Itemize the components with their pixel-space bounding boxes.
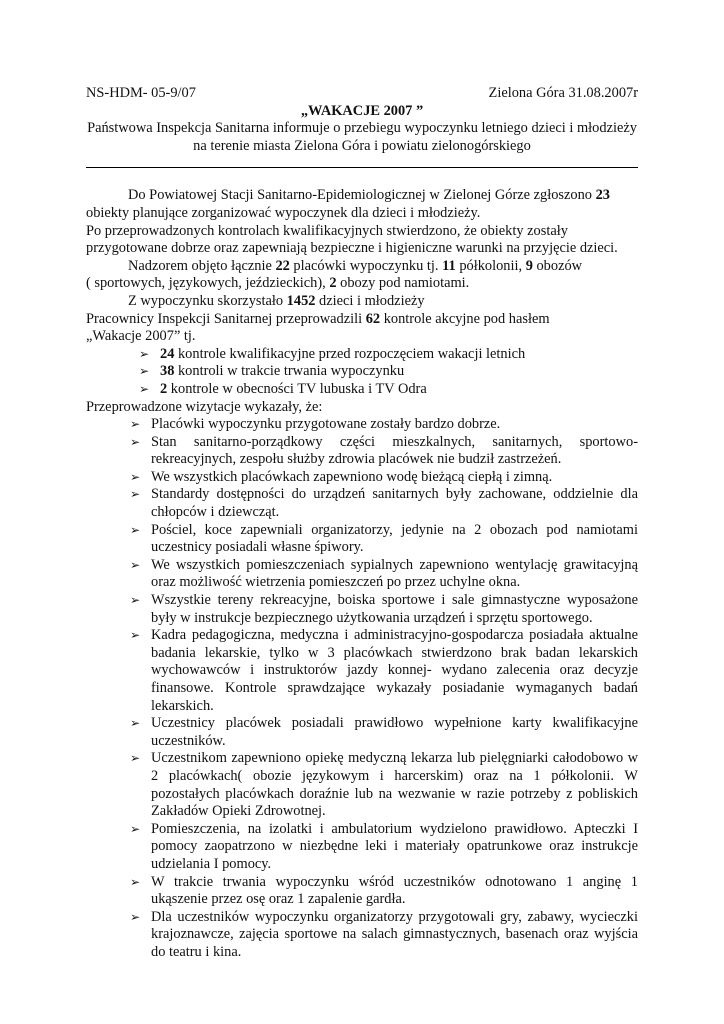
list-item: ➢ Stan sanitarno-porządkowy części mieszkalnych, sanitarnych, sportowo-rekreacyjnych, zespołu służby zdrowia placówek nie budził zastrzeżeń. <box>130 433 638 468</box>
list-item: ➢ 2 kontrole w obecności TV lubuska i TV Odra <box>139 380 427 397</box>
arrow-bullet-icon: ➢ <box>130 469 141 484</box>
list-item: ➢ Pomieszczenia, na izolatki i ambulatorium wydzielono prawidłowo. Apteczki I pomocy zaopatrzono w niezbędne leki i materiały opatrunkowe oraz instrukcje udzielania I pomocy. <box>130 820 638 872</box>
arrow-bullet-icon: ➢ <box>130 909 141 924</box>
arrow-bullet-icon: ➢ <box>130 522 141 537</box>
findings-list <box>86 416 638 961</box>
arrow-bullet-icon: ➢ <box>130 751 141 766</box>
list-item: ➢ We wszystkich placówkach zapewniono wodę bieżącą ciepłą i zimną. <box>130 468 553 485</box>
list-item: ➢ 38 kontroli w trakcie trwania wypoczynku <box>139 363 405 380</box>
arrow-bullet-icon: ➢ <box>130 593 141 608</box>
arrow-bullet-icon: ➢ <box>130 417 141 432</box>
document-page <box>86 85 638 962</box>
list-item: ➢ 24 kontrole kwalifikacyjne przed rozpoczęciem wakacji letnich <box>139 345 526 362</box>
list-item: ➢ Standardy dostępności do urządzeń sanitarnych były zachowane, oddzielnie dla chłopców i dziewcząt. <box>130 486 638 521</box>
document-title: „WAKACJE 2007 ” <box>300 102 424 119</box>
list-item: ➢ Placówki wypoczynku przygotowane zostały bardzo dobrze. <box>130 416 501 433</box>
list-item: ➢ Dla uczestników wypoczynku organizatorzy przygotowali gry, zabawy, wycieczki krajoznawcze, zajęcia sportowe na salach gimnastycznych, basenach oraz wyjścia do teatru i kina. <box>130 908 638 960</box>
list-item: ➢ We wszystkich pomieszczeniach sypialnych zapewniono wentylację grawitacyjną oraz możliwość wietrzenia pomieszczeń po przez uchylne okna. <box>130 556 638 591</box>
arrow-bullet-icon: ➢ <box>130 821 141 836</box>
arrow-bullet-icon: ➢ <box>130 557 141 572</box>
intro-paragraph-3-cont: ( sportowych, językowych, jeździeckich), 2 obozy pod namiotami. <box>86 275 470 292</box>
intro-paragraph-2: Po przeprowadzonych kontrolach kwalifikacyjnych stwierdzono, że obiekty zostały przygotowane dobrze oraz zapewniają bezpieczne i higieniczne warunki na przyjęcie dzieci. <box>86 222 618 257</box>
arrow-bullet-icon: ➢ <box>130 716 141 731</box>
document-header <box>86 85 638 103</box>
intro-paragraph-4: Z wypoczynku skorzystało 1452 dzieci i młodzieży <box>128 292 425 309</box>
control-list <box>86 346 638 399</box>
list-item: ➢ Pościel, koce zapewniali organizatorzy, jedynie na 2 obozach pod namiotami uczestnicy posiadali własne śpiwory. <box>130 521 638 556</box>
intro-paragraph-1: Do Powiatowej Stacji Sanitarno-Epidemiologicznej w Zielonej Górze zgłoszono 23 <box>128 187 610 204</box>
reference-number: NS-HDM- 05-9/07 <box>86 85 196 101</box>
document-subtitle: Państwowa Inspekcja Sanitarna informuje o przebiegu wypoczynku letniego dzieci i młodzieży na terenie miasta Zielona Góra i powiatu zielonogórskiego <box>87 120 637 154</box>
list-item: ➢ Kadra pedagogiczna, medyczna i administracyjno-gospodarcza posiadała aktualne badania lekarskie, tylko w 3 placówkach stwierdzono brak badan lekarskich wychowawców i instruktorów jazdy konnej- wydano zalecenia oraz decyzje finansowe. Kontrole sprawdzające wykazały posiadanie wymaganych badań lekarskich. <box>130 627 638 714</box>
arrow-bullet-icon: ➢ <box>130 628 141 643</box>
arrow-bullet-icon: ➢ <box>130 434 141 449</box>
intro-paragraph-5: Pracownicy Inspekcji Sanitarnej przeprowadzili 62 kontrole akcyjne pod hasłem <box>86 310 550 327</box>
arrow-bullet-icon: ➢ <box>139 381 150 396</box>
list-item: ➢ Uczestnicy placówek posiadali prawidłowo wypełnione karty kwalifikacyjne uczestników. <box>130 715 638 749</box>
arrow-bullet-icon: ➢ <box>130 874 141 889</box>
intro-paragraph-6: „Wakacje 2007” tj. <box>86 328 196 345</box>
arrow-bullet-icon: ➢ <box>139 364 150 379</box>
list-item: ➢ Uczestnikom zapewniono opiekę medyczną lekarza lub pielęgniarki całodobowo w 2 placówkach( obozie językowym i harcerskim) oraz na 1 półkolonii. W pozostałych placówkach doraźnie lub na wezwanie w razie potrzeby z pobliskich Zakładów Opieki Zdrowotnej. <box>130 750 638 820</box>
arrow-bullet-icon: ➢ <box>130 487 141 502</box>
place-and-date: Zielona Góra 31.08.2007r <box>488 85 638 101</box>
intro-paragraph-3: Nadzorem objęto łącznie 22 placówki wypoczynku tj. 11 półkolonii, 9 obozów <box>128 257 583 274</box>
list-item: ➢ Wszystkie tereny rekreacyjne, boiska sportowe i sale gimnastyczne wyposażone były w instrukcje bezpiecznego użytkowania urządzeń i sprzętu sportowego. <box>130 592 638 626</box>
list-item: ➢ W trakcie trwania wypoczynku wśród uczestników odnotowano 1 anginę 1 ukąszenie przez osę oraz 1 zapalenie gardła. <box>130 873 638 908</box>
intro-paragraph-1-cont: obiekty planujące zorganizować wypoczynek dla dzieci i młodzieży. <box>86 204 481 221</box>
findings-intro: Przeprowadzone wizytacje wykazały, że: <box>86 398 323 415</box>
arrow-bullet-icon: ➢ <box>139 346 150 361</box>
